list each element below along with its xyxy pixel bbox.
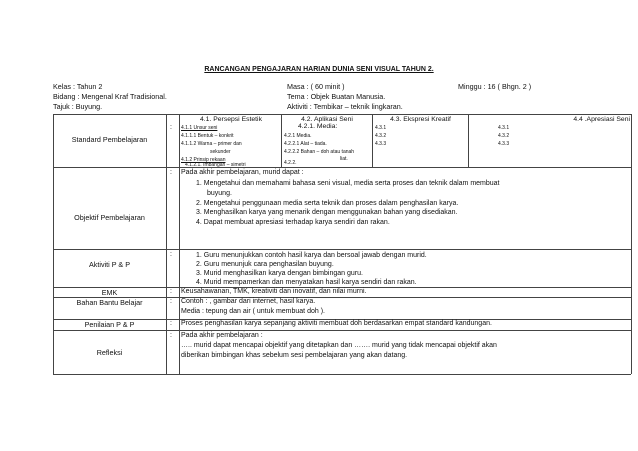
emk-value: Keusahawanan, TMK, kreativiti dan inovatif, dan nilai murni. (181, 288, 367, 295)
warna-line: 4.1.1.2 Warna – primer dan (181, 141, 242, 147)
penilaian-value: Proses penghasilan karya sepanjang aktiviti membuat doh berdasarkan empat standard kandungan. (181, 320, 492, 327)
objektif-label: Objektif Pembelajaran (74, 213, 145, 222)
page-title: RANCANGAN PENGAJARAN HARIAN DUNIA SENI VISUAL TAHUN 2. (204, 66, 434, 73)
objektif-intro: Pada akhir pembelajaran, murid dapat : (181, 169, 304, 176)
bahan-line-cont: liat. (340, 156, 348, 162)
apresiasi-item-1: 4.3.1 (498, 125, 510, 131)
refleksi-line-3: diberikan bimbingan khas sebelum sesi pembelajaran yang akan datang. (181, 352, 408, 359)
list-item: 3. Murid menghasilkan karya dengan bimbingan guru. (196, 270, 363, 277)
aplikasi-line-5: 4.2.2. (284, 160, 297, 166)
bahan-label: Bahan Bantu Belajar (76, 298, 143, 307)
standard-label: Standard Pembelajaran (71, 135, 148, 144)
bentuk-line: 4.1.1.1 Bentuk – konkrit (181, 133, 234, 139)
tajuk-field: Tajuk : Buyung. (53, 102, 103, 111)
bahan-contoh: Contoh : , gambar dari internet, hasil karya. (181, 298, 316, 305)
kelas-field: Kelas : Tahun 2 (53, 82, 103, 91)
ekspresi-kreatif-heading: 4.3. Ekspresi Kreatif (390, 116, 451, 123)
minggu-field: Minggu : 16 ( Bhgn. 2 ) (458, 82, 532, 91)
ekspresi-item-1: 4.3.1 (375, 125, 387, 131)
penilaian-label: Penilaian P & P (84, 320, 135, 329)
prinsip-rekaan: 4.1.2 Prinsip rekaan (181, 157, 226, 163)
media-heading: 4.2.1. Media: (298, 123, 338, 130)
bahan-line: 4.2.2.2 Bahan – doh atau tanah (284, 149, 355, 155)
list-item: 1. Guru menunjukkan contoh hasil karya dan bersoal jawab dengan murid. (196, 252, 427, 259)
objektif-list (196, 179, 500, 228)
refleksi-line-1: Pada akhir pembelajaran : (181, 332, 263, 339)
alat-line: 4.2.2.1 Alat – tiada. (284, 141, 327, 147)
colon: : (170, 332, 172, 339)
colon: : (170, 251, 172, 258)
warna-line-cont: sekunder (210, 149, 231, 155)
unsur-seni: 4.1.1 Unsur seni (181, 125, 218, 131)
colon: : (170, 298, 172, 305)
refleksi-label: Refleksi (96, 348, 123, 357)
aktiviti-field: Aktiviti : Tembikar – teknik lingkaran. (287, 102, 403, 111)
list-item: 2. Mengetahui penggunaan media serta teknik dan proses dalam penghasilan karya. (196, 199, 459, 207)
media-line: 4.2.1 Media. (284, 133, 312, 139)
list-item: 4. Dapat membuat apresiasi terhadap karya sendiri dan rakan. (196, 219, 390, 227)
list-item: 2. Guru menunjuk cara penghasilan buyung. (196, 261, 334, 268)
ekspresi-item-3: 4.3.3 (375, 141, 387, 147)
emk-label: EMK (101, 288, 118, 297)
tema-field: Tema : Objek Buatan Manusia. (287, 92, 386, 101)
list-item: 1. Mengetahui dan memahami bahasa seni visual, media serta proses dan teknik dalam membuat (196, 180, 500, 187)
bidang-field: Bidang : Mengenal Kraf Tradisional. (53, 92, 167, 101)
colon: : (170, 320, 172, 327)
colon: : (170, 288, 172, 295)
bahan-media: Media : tepung dan air ( untuk membuat doh ). (181, 308, 325, 315)
masa-field: Masa : ( 60 minit ) (287, 82, 345, 91)
colon: : (170, 124, 172, 131)
aktiviti-pp-label: Aktiviti P & P (88, 260, 130, 269)
apresiasi-item-2: 4.3.2 (498, 133, 510, 139)
aplikasi-seni-heading: 4.2. Aplikasi Seni (301, 116, 353, 123)
apresiasi-item-3: 4.3.3 (498, 141, 510, 147)
imbangan-line: 4.1.2.1. Imbangan – simetri (185, 162, 246, 168)
colon: : (170, 169, 172, 176)
apresiasi-seni-heading: 4.4 .Apresiasi Seni (573, 116, 630, 123)
list-item: 4. Murid mempamerkan dan menyatakan hasil karya sendiri dan rakan. (196, 279, 417, 286)
aktiviti-list (196, 251, 427, 287)
list-item: 3. Menghasilkan karya yang menarik dengan menggunakan bahan yang disediakan. (196, 209, 458, 217)
ekspresi-item-2: 4.3.2 (375, 133, 387, 139)
persepsi-estetik-heading: 4.1. Persepsi Estetik (200, 116, 262, 123)
refleksi-line-2: ….. murid dapat mencapai objektif yang ditetapkan dan ……. murid yang tidak mencapai objektif akan (181, 342, 497, 349)
list-item: buyung. (207, 189, 232, 197)
